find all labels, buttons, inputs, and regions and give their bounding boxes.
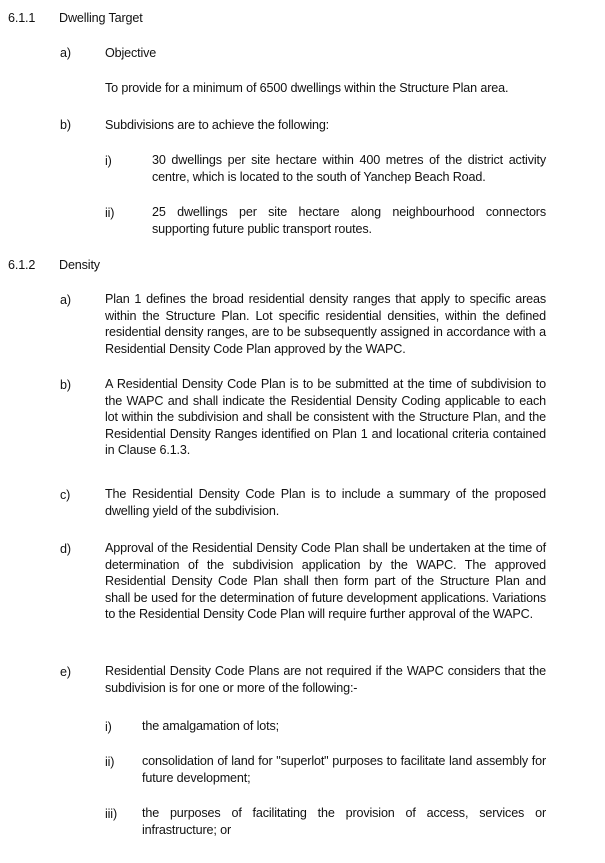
clause-text-6-1-2-d: Approval of the Residential Density Code Plan shall be undertaken at the time of determination of the subdivision application by the WAPC. The approved Residential Density Code Plan shall then form part of the Structure Plan and shall be used for the determination of future development applications. Variations to the Residential Density Code Plan will require further approval of the WAPC. xyxy=(105,541,546,622)
item-label-6-1-2-e-iii: iii) xyxy=(105,807,117,821)
clause-label-6-1-2-a: a) xyxy=(60,293,71,307)
clause-text-6-1-2-b: A Residential Density Code Plan is to be submitted at the time of subdivision to the WAPC and shall indicate the Residential Density Coding applicable to each lot within the subdivision and shall be consistent with the Structure Plan, and the Residential Density Ranges identified on Plan 1 and locational criteria contained in Clause 6.1.3. xyxy=(105,377,546,458)
section-title-dwelling-target: Dwelling Target xyxy=(59,11,143,25)
item-text-6-1-2-e-iii: the purposes of facilitating the provision of access, services or infrastructure; or xyxy=(142,806,546,837)
section-number-6-1-2: 6.1.2 xyxy=(8,258,36,272)
section-title-density: Density xyxy=(59,258,100,272)
item-label-6-1-1-b-ii: ii) xyxy=(105,206,115,220)
clause-label-6-1-1-a: a) xyxy=(60,46,71,60)
clause-label-6-1-2-d: d) xyxy=(60,542,71,556)
item-label-6-1-1-b-i: i) xyxy=(105,154,112,168)
objective-text: To provide for a minimum of 6500 dwellings within the Structure Plan area. xyxy=(105,81,509,95)
clause-label-6-1-2-b: b) xyxy=(60,378,71,392)
item-label-6-1-2-e-ii: ii) xyxy=(105,755,115,769)
clause-text-6-1-2-c: The Residential Density Code Plan is to include a summary of the proposed dwelling yield of the subdivision. xyxy=(105,487,546,518)
item-text-6-1-2-e-ii: consolidation of land for "superlot" purposes to facilitate land assembly for future development; xyxy=(142,754,546,785)
clause-heading-objective: Objective xyxy=(105,46,157,60)
item-text-6-1-2-e-i: the amalgamation of lots; xyxy=(142,719,279,733)
clause-label-6-1-2-e: e) xyxy=(60,665,71,679)
item-text-6-1-1-b-i: 30 dwellings per site hectare within 400 metres of the district activity centre, which is located to the south of Yanchep Beach Road. xyxy=(152,153,546,184)
section-number-6-1-1: 6.1.1 xyxy=(8,11,36,25)
clause-text-6-1-2-a: Plan 1 defines the broad residential density ranges that apply to specific areas within the Structure Plan. Lot specific residential densities, within the defined residential density ranges, are to be subsequently assigned in accordance with a Residential Density Code Plan approved by the WAPC. xyxy=(105,292,546,356)
item-label-6-1-2-e-i: i) xyxy=(105,720,112,734)
clause-label-6-1-2-c: c) xyxy=(60,488,71,502)
clause-text-6-1-2-e: Residential Density Code Plans are not required if the WAPC considers that the subdivision is for one or more of the following:- xyxy=(105,664,546,695)
clause-label-6-1-1-b: b) xyxy=(60,118,71,132)
clause-text-6-1-1-b: Subdivisions are to achieve the following: xyxy=(105,118,330,132)
item-text-6-1-1-b-ii: 25 dwellings per site hectare along neighbourhood connectors supporting future public transport routes. xyxy=(152,205,546,236)
